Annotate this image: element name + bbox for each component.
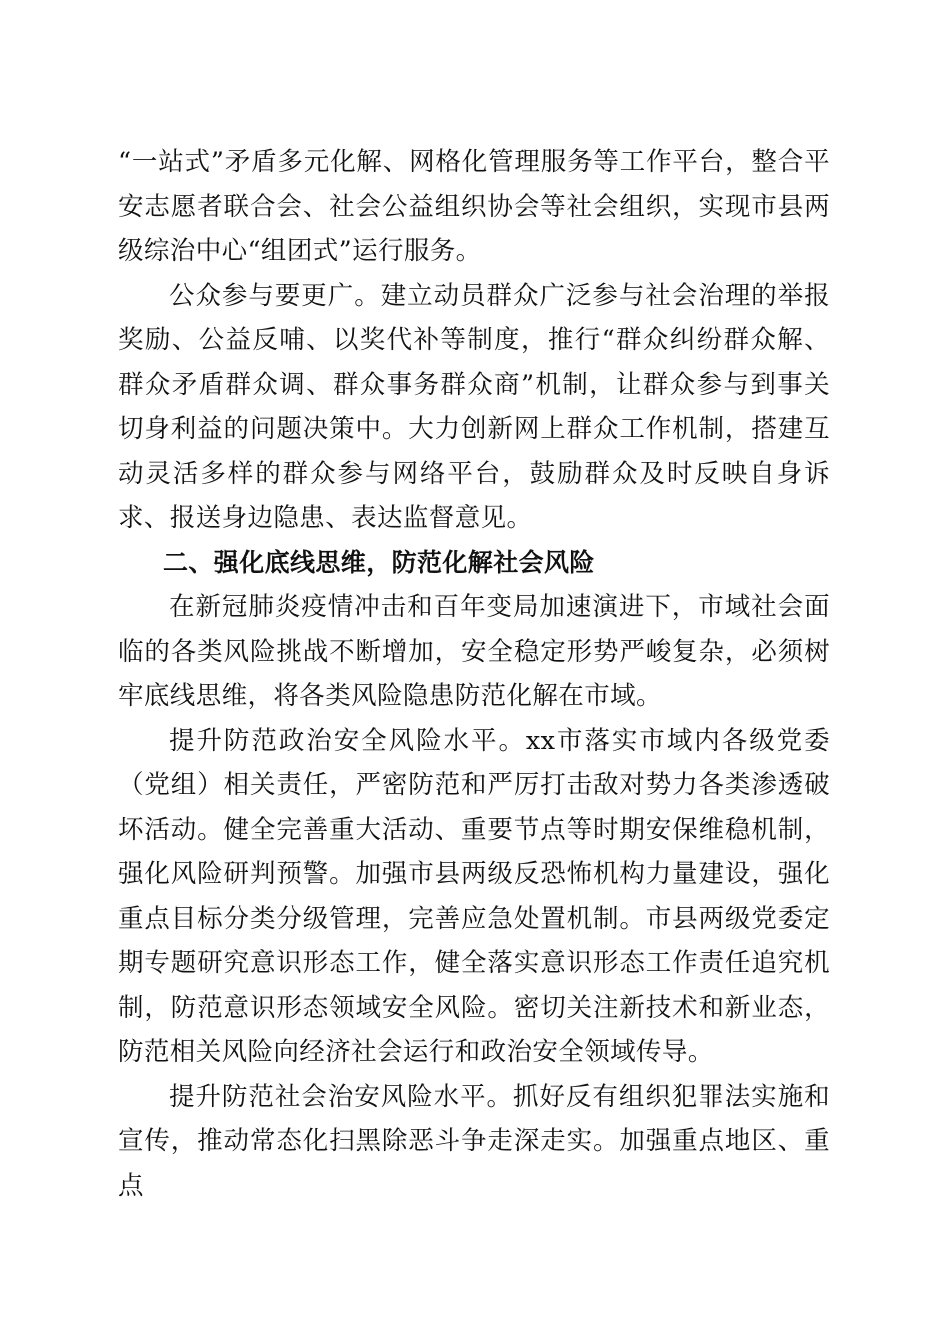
paragraph-public-participation: 公众参与要更广。建立动员群众广泛参与社会治理的举报奖励、公益反哺、以奖代补等制度，推行“群众纠纷群众解、群众矛盾群众调、群众事务群众商”机制，让群众参与到事关切身利益的问题决策中。大力创新网上群众工作机制，搭建互动灵活多样的群众参与网络平台，鼓励群众及时反映自身诉求、报送身边隐患、表达监督意见。 xyxy=(118,280,830,533)
document-page xyxy=(118,140,830,1208)
paragraph-continuation: “一站式”矛盾多元化解、网格化管理服务等工作平台，整合平安志愿者联合会、社会公益组织协会等社会组织，实现市县两级综治中心“组团式”运行服务。 xyxy=(118,147,830,266)
paragraph-public-security: 提升防范社会治安风险水平。抓好反有组织犯罪法实施和宣传，推动常态化扫黑除恶斗争走深走实。加强重点地区、重点 xyxy=(118,1081,830,1201)
paragraph-political-security: 提升防范政治安全风险水平。xx市落实市域内各级党委（党组）相关责任，严密防范和严厉打击敌对势力各类渗透破坏活动。健全完善重大活动、重要节点等时期安保维稳机制，强化风险研判预警。加强市县两级反恐怖机构力量建设，强化重点目标分类分级管理，完善应急处置机制。市县两级党委定期专题研究意识形态工作，健全落实意识形态工作责任追究机制，防范意识形态领域安全风险。密切关注新技术和新业态，防范相关风险向经济社会运行和政治安全领域传导。 xyxy=(118,725,830,1067)
paragraph-section-intro: 在新冠肺炎疫情冲击和百年变局加速演进下，市域社会面临的各类风险挑战不断增加，安全稳定形势严峻复杂，必须树牢底线思维，将各类风险隐患防范化解在市域。 xyxy=(118,592,830,711)
section-heading-2: 二、强化底线思维，防范化解社会风险 xyxy=(163,547,595,577)
